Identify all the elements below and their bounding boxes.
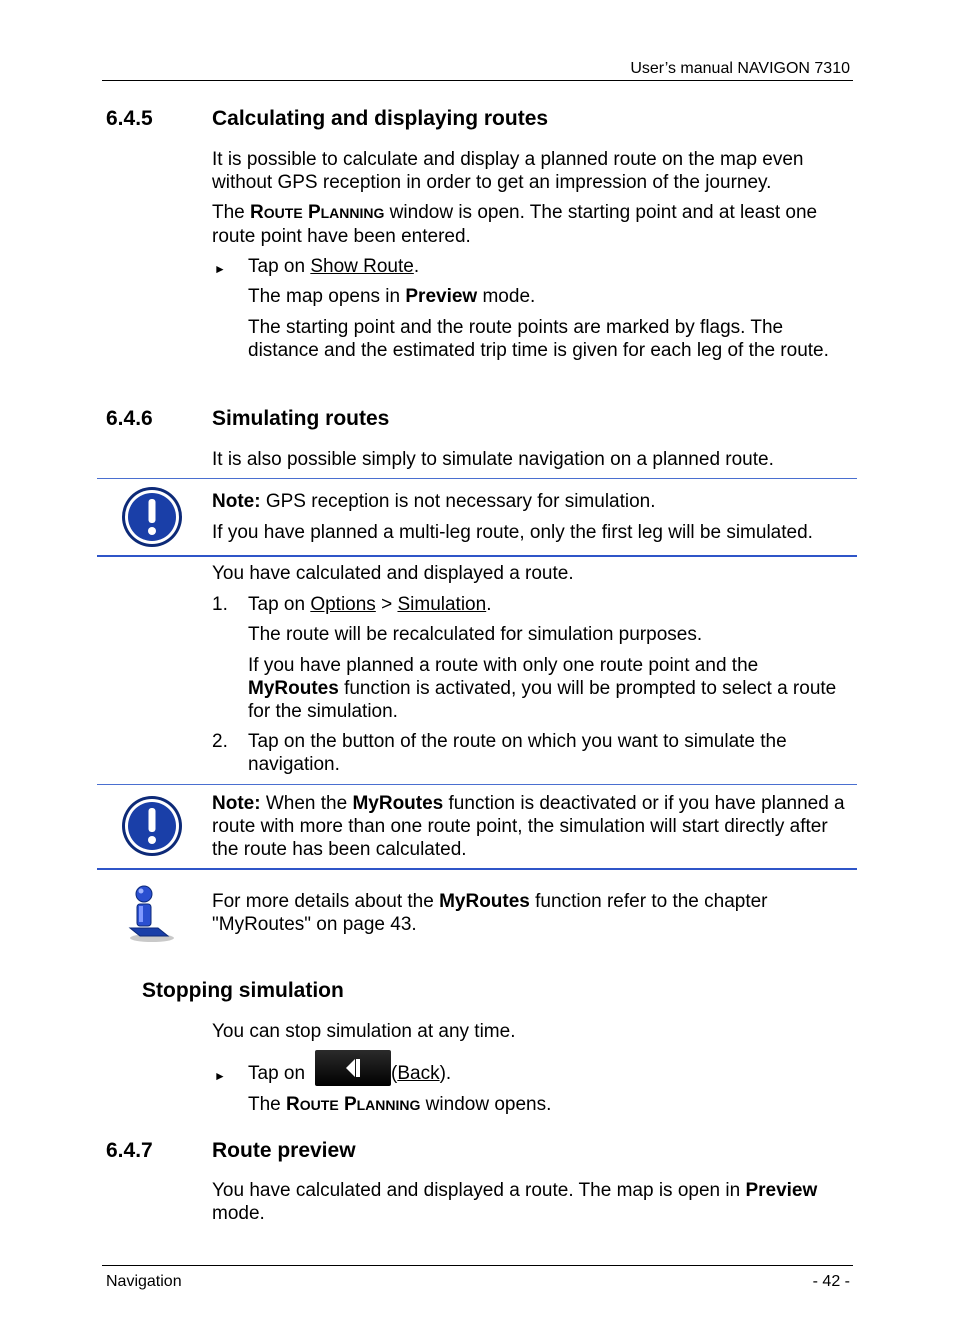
section-title-645: Calculating and displaying routes <box>212 107 549 130</box>
instruction-step: Tap on the button of the route on which you want to simulate the navigation. <box>248 731 787 775</box>
section-title-647: Route preview <box>212 1139 356 1162</box>
back-button[interactable] <box>315 1050 391 1086</box>
instruction-step-suffix: (Back). <box>391 1063 452 1084</box>
note-bottom-rule <box>97 868 857 870</box>
back-arrow-icon <box>315 1050 391 1086</box>
note-bottom-rule <box>97 555 857 557</box>
step-number: 2. <box>212 731 228 752</box>
instruction-step: Tap on Options > Simulation. <box>248 594 492 615</box>
footer-chapter: Navigation <box>106 1273 182 1290</box>
section-number-647: 6.4.7 <box>106 1139 153 1162</box>
back-link[interactable]: Back <box>397 1063 440 1084</box>
subsection-title: Stopping simulation <box>142 979 344 1002</box>
instruction-step-label: Tap on <box>248 1063 306 1084</box>
exclamation-note-icon <box>121 795 183 857</box>
step-result: The route will be recalculated for simulation purposes. <box>248 624 703 645</box>
section-number-645: 6.4.5 <box>106 107 153 130</box>
note-text: If you have planned a multi-leg route, only the first leg will be simulated. <box>212 522 813 543</box>
note-top-rule <box>97 784 857 785</box>
note-top-rule <box>97 478 857 479</box>
section-title-646: Simulating routes <box>212 407 390 430</box>
options-link[interactable]: Options <box>310 594 376 615</box>
exclamation-note-icon <box>121 486 183 548</box>
triangle-bullet-icon: ► <box>214 1069 226 1083</box>
note-text: Note: When the MyRoutes function is deactivated or if you have planned a route with more than one route point, the simulation will start directly after the route has been calculated. <box>212 793 845 860</box>
step-result: The map opens in Preview mode. <box>248 286 536 307</box>
page-number: - 42 - <box>812 1273 850 1290</box>
paragraph: You have calculated and displayed a route. <box>212 563 574 584</box>
note-text: Note: GPS reception is not necessary for simulation. <box>212 491 656 512</box>
paragraph: The ROUTE PLANNING window is open. The starting point and at least one route point have been entered. <box>212 202 818 247</box>
paragraph: You can stop simulation at any time. <box>212 1021 516 1042</box>
header-rule <box>102 80 853 81</box>
instruction-step: Tap on Show Route. <box>248 256 420 277</box>
step-result: If you have planned a route with only one route point and the MyRoutes function is activated, you will be prompted to select a route for the simulation. <box>248 655 837 722</box>
step-number: 1. <box>212 594 228 615</box>
paragraph: You have calculated and displayed a route. The map is open in Preview mode. <box>212 1180 818 1224</box>
step-result: The starting point and the route points are marked by flags. The distance and the estimated trip time is given for each leg of the route. <box>248 317 829 361</box>
info-person-icon <box>122 884 178 944</box>
info-text: For more details about the MyRoutes function refer to the chapter "MyRoutes" on page 43. <box>212 891 768 935</box>
paragraph: It is possible to calculate and display a planned route on the map even without GPS reception in order to get an impression of the journey. <box>212 149 804 193</box>
running-header: User’s manual NAVIGON 7310 <box>630 60 850 77</box>
paragraph: It is also possible simply to simulate navigation on a planned route. <box>212 449 774 470</box>
footer-rule <box>102 1265 853 1266</box>
show-route-link[interactable]: Show Route <box>310 256 414 277</box>
step-result: The ROUTE PLANNING window opens. <box>248 1094 552 1115</box>
section-number-646: 6.4.6 <box>106 407 153 430</box>
simulation-link[interactable]: Simulation <box>397 594 487 615</box>
triangle-bullet-icon: ► <box>214 262 226 276</box>
